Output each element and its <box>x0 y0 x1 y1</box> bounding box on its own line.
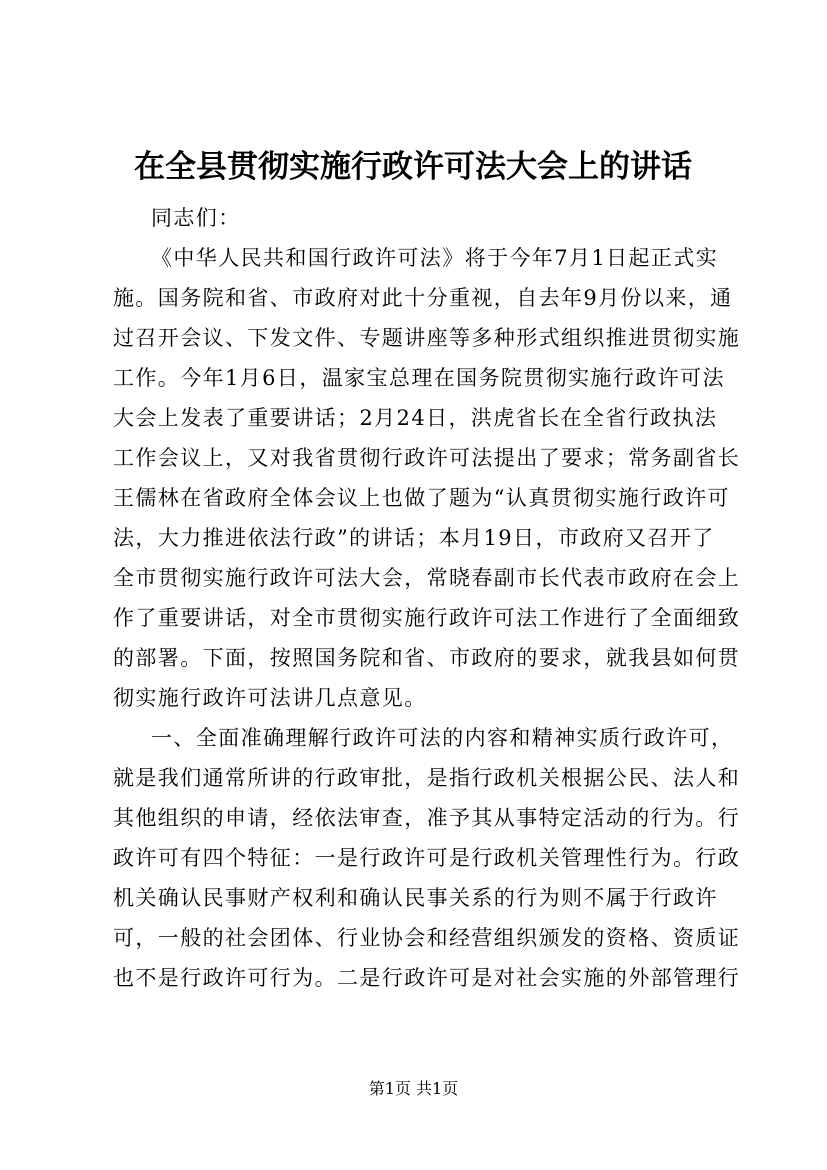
section-heading-line: 一、全面准确理解行政许可法的内容和精神实质行政许可， <box>151 726 734 750</box>
paragraph-line: 全市贯彻实施行政许可法大会，常晓春副市长代表市政府在会上 <box>113 566 741 590</box>
paragraph-line: 过召开会议、下发文件、专题讲座等多种形式组织推进贯彻实施 <box>113 326 741 350</box>
paragraph-line: 也不是行政许可行为。二是行政许可是对社会实施的外部管理行 <box>113 966 741 990</box>
paragraph-line: 的部署。下面，按照国务院和省、市政府的要求，就我县如何贯 <box>113 646 741 670</box>
paragraph-line: 机关确认民事财产权利和确认民事关系的行为则不属于行政许 <box>113 886 718 910</box>
paragraph-line: 王儒林在省政府全体会议上也做了题为“认真贯彻实施行政许可 <box>113 486 730 510</box>
page-footer: 第1页 共1页 <box>368 1079 459 1098</box>
paragraph-line: 《中华人民共和国行政许可法》将于今年7月1日起正式实 <box>151 246 719 270</box>
paragraph-line: 工作会议上，又对我省贯彻行政许可法提出了要求；常务副省长 <box>113 446 741 470</box>
document-body <box>113 198 743 998</box>
paragraph-line: 作了重要讲话，对全市贯彻实施行政许可法工作进行了全面细致 <box>113 606 741 630</box>
salutation-line: 同志们： <box>151 206 241 230</box>
document-title: 在全县贯彻实施行政许可法大会上的讲话 <box>134 149 692 185</box>
paragraph-line: 工作。今年1月6日，温家宝总理在国务院贯彻实施行政许可法 <box>113 366 725 390</box>
paragraph-line: 就是我们通常所讲的行政审批，是指行政机关根据公民、法人和 <box>113 766 741 790</box>
paragraph-line: 彻实施行政许可法讲几点意见。 <box>113 686 427 710</box>
paragraph-line: 可，一般的社会团体、行业协会和经营组织颁发的资格、资质证 <box>113 926 741 950</box>
paragraph-line: 其他组织的申请，经依法审查，准予其从事特定活动的行为。行 <box>113 806 741 830</box>
paragraph-line: 政许可有四个特征：一是行政许可是行政机关管理性行为。行政 <box>113 846 741 870</box>
paragraph-line: 施。国务院和省、市政府对此十分重视，自去年9月份以来，通 <box>113 286 733 310</box>
paragraph-line: 大会上发表了重要讲话；2月24日，洪虎省长在全省行政执法 <box>113 406 718 430</box>
paragraph-line: 法，大力推进依法行政”的讲话；本月19日，市政府又召开了 <box>113 526 715 550</box>
